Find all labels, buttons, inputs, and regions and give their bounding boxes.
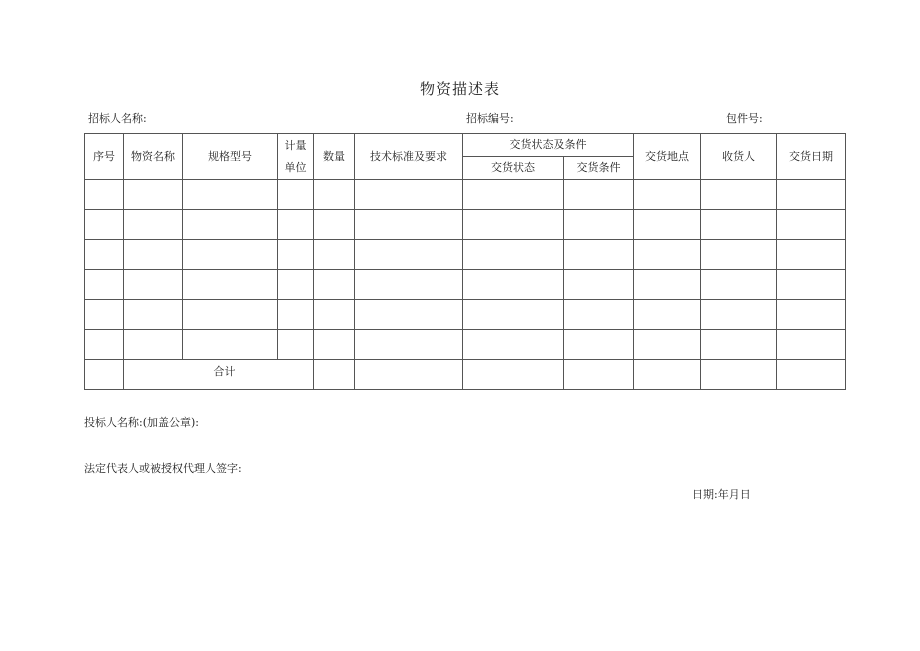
table-cell bbox=[463, 270, 564, 300]
table-cell bbox=[278, 180, 314, 210]
header-unit-line2: 单位 bbox=[284, 160, 307, 174]
table-cell bbox=[85, 360, 124, 390]
table-cell bbox=[85, 180, 124, 210]
table-cell bbox=[564, 180, 634, 210]
header-delivery-group: 交货状态及条件 bbox=[463, 134, 634, 157]
table-cell bbox=[183, 330, 278, 360]
table-cell bbox=[634, 210, 701, 240]
table-cell bbox=[355, 300, 463, 330]
table-cell bbox=[183, 180, 278, 210]
table-cell bbox=[355, 210, 463, 240]
table-cell bbox=[777, 360, 846, 390]
page-title: 物资描述表 bbox=[419, 80, 500, 98]
tenderer-name-label: 招标人名称: bbox=[88, 112, 147, 125]
table-cell bbox=[463, 210, 564, 240]
header-unit bbox=[278, 134, 314, 180]
table-cell bbox=[701, 210, 777, 240]
table-cell bbox=[634, 270, 701, 300]
table-cell bbox=[701, 300, 777, 330]
table-row bbox=[85, 210, 846, 240]
table-cell bbox=[564, 360, 634, 390]
table-cell bbox=[314, 210, 355, 240]
tender-number-label: 招标编号: bbox=[466, 112, 514, 125]
table-cell bbox=[777, 240, 846, 270]
table-cell bbox=[463, 300, 564, 330]
table-cell bbox=[124, 210, 183, 240]
table-cell bbox=[634, 300, 701, 330]
table-cell bbox=[314, 360, 355, 390]
table-cell bbox=[634, 180, 701, 210]
table-cell bbox=[314, 240, 355, 270]
table-cell bbox=[777, 300, 846, 330]
package-number-label: 包件号: bbox=[726, 112, 763, 125]
table-row bbox=[85, 240, 846, 270]
table-cell bbox=[85, 240, 124, 270]
table-cell bbox=[355, 270, 463, 300]
table-cell bbox=[564, 300, 634, 330]
table-cell bbox=[701, 360, 777, 390]
table-cell bbox=[777, 210, 846, 240]
header-tech-requirements: 技术标准及要求 bbox=[355, 134, 463, 180]
table-cell bbox=[183, 240, 278, 270]
table-cell bbox=[278, 330, 314, 360]
header-delivery-place: 交货地点 bbox=[634, 134, 701, 180]
table-cell bbox=[314, 270, 355, 300]
table-cell bbox=[124, 240, 183, 270]
table-cell bbox=[355, 330, 463, 360]
table-row bbox=[85, 270, 846, 300]
table-body bbox=[85, 180, 846, 390]
table-cell bbox=[463, 330, 564, 360]
table-cell bbox=[777, 270, 846, 300]
table-row bbox=[85, 180, 846, 210]
table-cell bbox=[463, 180, 564, 210]
representative-signature-label: 法定代表人或被授权代理人签字: bbox=[84, 462, 242, 475]
table-cell bbox=[124, 300, 183, 330]
table-cell bbox=[183, 210, 278, 240]
table-row bbox=[85, 330, 846, 360]
table-cell bbox=[701, 330, 777, 360]
table-cell bbox=[564, 240, 634, 270]
table-cell bbox=[564, 210, 634, 240]
table-cell bbox=[777, 330, 846, 360]
table-cell bbox=[463, 240, 564, 270]
header-quantity: 数量 bbox=[314, 134, 355, 180]
table-cell bbox=[634, 330, 701, 360]
header-spec-model: 规格型号 bbox=[183, 134, 278, 180]
table-cell bbox=[314, 300, 355, 330]
table-cell bbox=[278, 270, 314, 300]
table-cell bbox=[634, 240, 701, 270]
table-cell bbox=[85, 330, 124, 360]
table-cell bbox=[124, 270, 183, 300]
header-delivery-terms: 交货条件 bbox=[564, 157, 634, 180]
table-cell bbox=[85, 270, 124, 300]
header-seq: 序号 bbox=[85, 134, 124, 180]
header-goods-name: 物资名称 bbox=[124, 134, 183, 180]
goods-description-table bbox=[84, 133, 846, 390]
table-cell bbox=[85, 210, 124, 240]
header-unit-line1: 计量 bbox=[284, 138, 307, 152]
date-label: 日期:年月日 bbox=[692, 488, 751, 501]
table-cell bbox=[564, 270, 634, 300]
table-cell bbox=[183, 300, 278, 330]
table-row bbox=[85, 300, 846, 330]
table-cell bbox=[183, 270, 278, 300]
table-cell bbox=[355, 180, 463, 210]
table-cell bbox=[124, 180, 183, 210]
table-cell bbox=[124, 330, 183, 360]
table-cell bbox=[701, 180, 777, 210]
table-cell bbox=[278, 240, 314, 270]
table-cell bbox=[463, 360, 564, 390]
table-cell bbox=[777, 180, 846, 210]
table-cell bbox=[701, 240, 777, 270]
total-label: 合计 bbox=[213, 364, 236, 378]
table-cell bbox=[701, 270, 777, 300]
table-cell bbox=[314, 330, 355, 360]
table-cell bbox=[85, 300, 124, 330]
header-receiver: 收货人 bbox=[701, 134, 777, 180]
table-cell bbox=[314, 180, 355, 210]
bidder-name-label: 投标人名称:(加盖公章): bbox=[84, 416, 199, 429]
table-cell bbox=[278, 210, 314, 240]
header-delivery-date: 交货日期 bbox=[777, 134, 846, 180]
table-cell bbox=[564, 330, 634, 360]
table-cell bbox=[278, 300, 314, 330]
total-row bbox=[85, 360, 846, 390]
total-label-cell bbox=[124, 360, 314, 390]
table-cell bbox=[355, 240, 463, 270]
header-delivery-state: 交货状态 bbox=[463, 157, 564, 180]
table-cell bbox=[355, 360, 463, 390]
table-cell bbox=[634, 360, 701, 390]
